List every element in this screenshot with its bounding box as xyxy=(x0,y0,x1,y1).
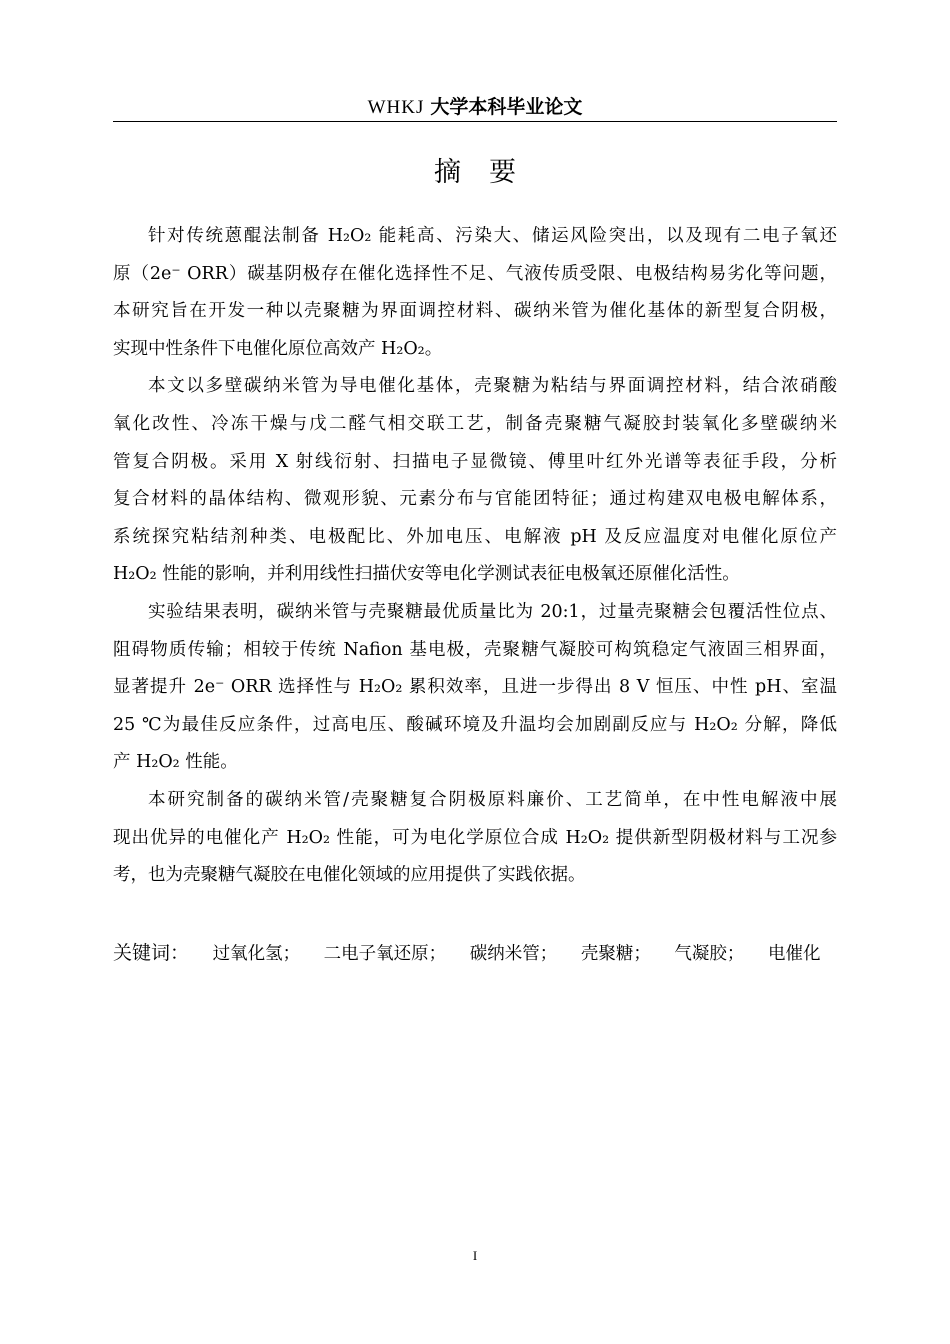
header-rule xyxy=(113,121,837,122)
abstract-line: 实现中性条件下电催化原位高效产 H₂O₂。 xyxy=(113,338,443,359)
abstract-body xyxy=(113,222,837,899)
abstract-line: 考，也为壳聚糖气凝胶在电催化领域的应用提供了实践依据。 xyxy=(113,865,586,886)
keywords-label: 关键词： xyxy=(113,942,190,964)
page-number: I xyxy=(472,1248,478,1263)
keyword-item: 碳纳米管； xyxy=(469,944,558,964)
abstract-line: 25 ℃为最佳反应条件，过高电压、酸碱环境及升温均会加剧副反应与 H₂O₂ 分解，降低 xyxy=(113,714,837,735)
abstract-line: 原（2e⁻ ORR）碳基阴极存在催化选择性不足、气液传质受限、电极结构易劣化等问题， xyxy=(113,263,837,284)
keywords xyxy=(113,939,837,969)
abstract-line: 显著提升 2e⁻ ORR 选择性与 H₂O₂ 累积效率，且进一步得出 8 V 恒压、中性 pH、室温 xyxy=(113,677,837,698)
keyword-item: 气凝胶； xyxy=(674,944,745,964)
abstract-line: 本文以多壁碳纳米管为导电催化基体，壳聚糖为粘结与界面调控材料，结合浓硝酸 xyxy=(148,376,837,397)
abstract-line: 实验结果表明，碳纳米管与壳聚糖最优质量比为 20:1，过量壳聚糖会包覆活性位点、 xyxy=(148,601,837,622)
abstract-line: 氧化改性、冷冻干燥与戊二醛气相交联工艺，制备壳聚糖气凝胶封装氧化多壁碳纳米 xyxy=(113,413,837,434)
abstract-line: 产 H₂O₂ 性能。 xyxy=(113,752,238,773)
header-thesis-label: 大学本科毕业论文 xyxy=(430,96,583,118)
abstract-line: 本研究制备的碳纳米管/壳聚糖复合阴极原料廉价、工艺简单，在中性电解液中展 xyxy=(148,789,837,810)
abstract-line: 阻碍物质传输；相较于传统 Nafion 基电极，壳聚糖气凝胶可构筑稳定气液固三相界面， xyxy=(113,639,837,660)
keyword-item: 电催化 xyxy=(767,944,821,964)
keyword-item: 二电子氧还原； xyxy=(323,944,447,964)
abstract-line: 管复合阴极。采用 X 射线衍射、扫描电子显微镜、傅里叶红外光谱等表征手段，分析 xyxy=(113,451,837,472)
abstract-line: 复合材料的晶体结构、微观形貌、元素分布与官能团特征；通过构建双电极电解体系， xyxy=(113,489,837,510)
abstract-line: 本研究旨在开发一种以壳聚糖为界面调控材料、碳纳米管为催化基体的新型复合阴极， xyxy=(113,301,837,322)
abstract-line: 系统探究粘结剂种类、电极配比、外加电压、电解液 pH 及反应温度对电催化原位产 xyxy=(113,526,837,547)
abstract-line: 现出优异的电催化产 H₂O₂ 性能，可为电化学原位合成 H₂O₂ 提供新型阴极材料与工况参 xyxy=(113,827,837,848)
running-header xyxy=(113,96,837,122)
keyword-item: 壳聚糖； xyxy=(580,944,651,964)
header-university-code: WHKJ xyxy=(367,97,425,118)
abstract-title: 摘要 xyxy=(434,157,544,188)
abstract-line: 针对传统蒽醌法制备 H₂O₂ 能耗高、污染大、储运风险突出，以及现有二电子氧还 xyxy=(148,226,837,246)
keyword-item: 过氧化氢； xyxy=(212,944,301,964)
abstract-line: H₂O₂ 性能的影响，并利用线性扫描伏安等电化学测试表征电极氧还原催化活性。 xyxy=(113,564,740,585)
